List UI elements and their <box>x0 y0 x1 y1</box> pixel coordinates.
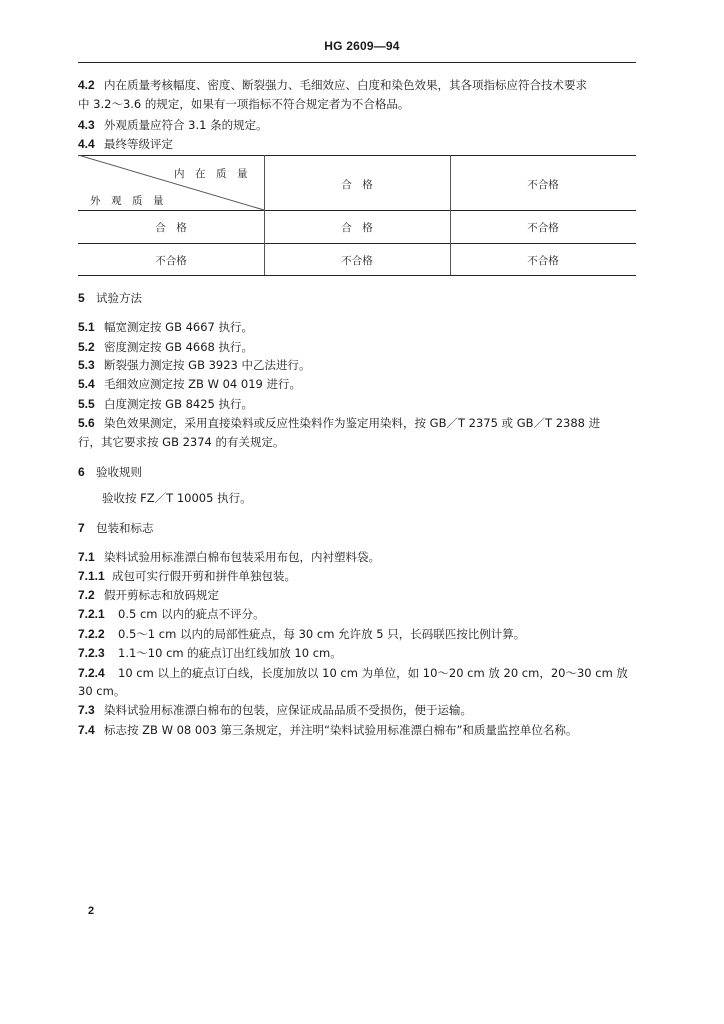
clause-number: 4.3 <box>78 118 95 132</box>
table-rule-bottom <box>78 275 636 276</box>
clause-text: 成包可实行假开剪和拼件单独包装。 <box>112 569 296 583</box>
clause-number: 7.3 <box>78 703 95 717</box>
clause-7-2-2 <box>78 627 525 641</box>
row-2-pass: 不合格 <box>341 255 373 267</box>
clause-number: 7.2 <box>78 588 95 602</box>
clause-text: 幅宽测定按 GB 4667 执行。 <box>104 320 254 334</box>
clause-4-3 <box>78 118 268 132</box>
corner-label-internal-quality: 内 在 质 量 <box>174 168 248 180</box>
clause-text: 染色效果测定，采用直接染料或反应性染料作为鉴定用染料，按 GB／T 2375 或 GB／T 2388 进 <box>104 416 601 430</box>
clause-number: 5.4 <box>78 377 95 391</box>
clause-5-1 <box>78 320 253 334</box>
section-6-heading <box>78 465 142 479</box>
clause-text: 白度测定按 GB 8425 执行。 <box>104 397 254 411</box>
clause-7-4 <box>78 723 577 737</box>
section-title: 试验方法 <box>96 291 142 305</box>
clause-7-2-4-line-2: 30 cm。 <box>78 684 126 698</box>
clause-number: 5.6 <box>78 416 95 430</box>
section-title: 包装和标志 <box>96 521 154 535</box>
clause-5-2 <box>78 340 253 354</box>
page-number: 2 <box>88 905 95 917</box>
clause-5-6-line-1 <box>78 416 600 430</box>
clause-text: 1.1～10 cm 的疵点订出红线加放 10 cm。 <box>118 646 342 660</box>
clause-number: 4.2 <box>78 78 95 92</box>
grade-table <box>78 155 636 275</box>
clause-text: 内在质量考核幅度、密度、断裂强力、毛细效应、白度和染色效果，其各项指标应符合技术要求 <box>104 78 587 92</box>
clause-7-1-1 <box>78 569 296 583</box>
clause-7-2-3 <box>78 646 342 660</box>
section-number: 6 <box>78 465 85 479</box>
row-2-fail: 不合格 <box>527 255 559 267</box>
clause-7-2 <box>78 588 219 602</box>
clause-number: 5.2 <box>78 340 95 354</box>
clause-number: 7.2.1 <box>78 607 105 621</box>
clause-number: 7.4 <box>78 723 95 737</box>
clause-text: 毛细效应测定按 ZB W 04 019 进行。 <box>104 377 301 391</box>
clause-5-4 <box>78 377 301 391</box>
table-rule-row <box>78 243 636 244</box>
clause-number: 7.1 <box>78 550 95 564</box>
clause-4-2-line-1 <box>78 78 587 92</box>
row-2-label: 不合格 <box>155 255 187 267</box>
clause-text: 染料试验用标准漂白棉布包装采用布包，内衬塑料袋。 <box>104 550 380 564</box>
section-5-heading <box>78 291 142 305</box>
row-1-label: 合 格 <box>155 222 187 234</box>
clause-text: 染料试验用标准漂白棉布的包装，应保证成品品质不受损伤，便于运输。 <box>104 703 472 717</box>
standard-code: HG 2609—94 <box>324 39 400 53</box>
clause-5-6-line-2: 行，其它要求按 GB 2374 的有关规定。 <box>78 435 285 449</box>
row-1-fail: 不合格 <box>527 222 559 234</box>
clause-text: 外观质量应符合 3.1 条的规定。 <box>104 118 268 132</box>
clause-number: 7.2.4 <box>78 666 105 680</box>
clause-number: 4.4 <box>78 137 95 151</box>
clause-4-2-line-2: 中 3.2～3.6 的规定，如果有一项指标不符合规定者为不合格品。 <box>78 97 410 111</box>
clause-7-3 <box>78 703 472 717</box>
clause-text: 假开剪标志和放码规定 <box>104 588 219 602</box>
section-7-heading <box>78 521 154 535</box>
clause-7-1 <box>78 550 380 564</box>
clause-text: 10 cm 以上的疵点订白线，长度加放以 10 cm 为单位，如 10～20 cm 放 20 cm，20～30 cm 放 <box>118 666 628 680</box>
clause-number: 5.5 <box>78 397 95 411</box>
section-number: 5 <box>78 291 85 305</box>
header-fail: 不合格 <box>527 179 559 191</box>
clause-text: 最终等级评定 <box>104 137 173 151</box>
clause-number: 7.1.1 <box>78 569 105 583</box>
section-title: 验收规则 <box>96 465 142 479</box>
clause-number: 5.3 <box>78 358 95 372</box>
corner-label-appearance-quality: 外 观 质 量 <box>90 195 164 207</box>
clause-7-2-1 <box>78 607 265 621</box>
clause-7-2-4-line-1 <box>78 666 628 680</box>
header-rule <box>78 62 636 63</box>
clause-text: 0.5～1 cm 以内的局部性疵点，每 30 cm 允许放 5 只，长码联匹按比例计算。 <box>118 627 526 641</box>
clause-5-3 <box>78 358 311 372</box>
clause-number: 7.2.2 <box>78 627 105 641</box>
acceptance-rule-text: 验收按 FZ／T 10005 执行。 <box>102 491 252 505</box>
clause-number: 5.1 <box>78 320 95 334</box>
clause-4-4 <box>78 137 173 151</box>
clause-5-5 <box>78 397 253 411</box>
clause-text: 0.5 cm 以内的疵点不评分。 <box>118 607 265 621</box>
row-1-pass: 合 格 <box>341 222 373 234</box>
section-number: 7 <box>78 521 85 535</box>
clause-text: 断裂强力测定按 GB 3923 中乙法进行。 <box>104 358 311 372</box>
clause-text: 标志按 ZB W 08 003 第三条规定，并注明“染料试验用标准漂白棉布”和质量监控单位名称。 <box>104 723 578 737</box>
clause-number: 7.2.3 <box>78 646 105 660</box>
header-pass: 合 格 <box>341 179 373 191</box>
clause-text: 密度测定按 GB 4668 执行。 <box>104 340 254 354</box>
